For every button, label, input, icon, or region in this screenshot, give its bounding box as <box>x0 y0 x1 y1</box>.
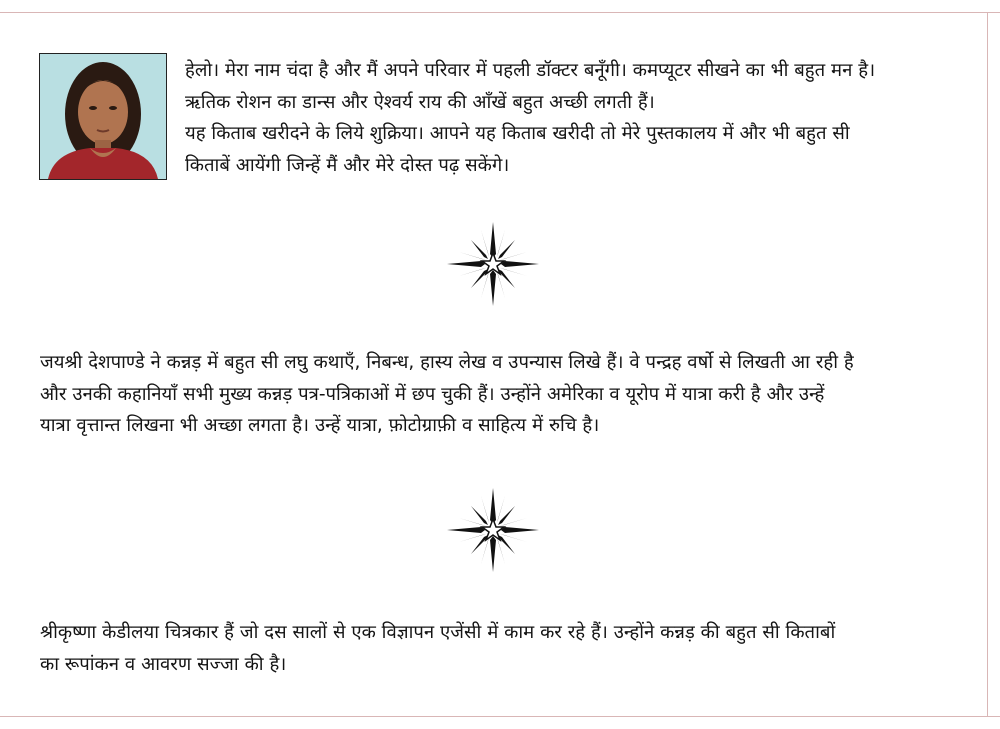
top-border-rule <box>0 12 1000 13</box>
right-border-rule <box>987 12 988 717</box>
author-bio-line: यात्रा वृत्तान्त लिखना भी अच्छा लगता है। उन्हें यात्रा, फ़ोटोग्राफ़ी व साहित्य में रुचि है। <box>40 415 600 436</box>
intro-paragraph <box>185 55 875 181</box>
intro-line: हेलो। मेरा नाम चंदा है और मैं अपने परिवार में पहली डॉक्टर बनूँगी। कमप्यूटर सीखने का भी बहुत मन है। <box>185 60 876 81</box>
portrait-photo <box>39 53 167 180</box>
author-bio-line: और उनकी कहानियाँ सभी मुख्य कन्नड़ पत्र-पत्रिकाओं में छप चुकी हैं। उन्होंने अमेरिका व यूरोप में यात्रा करी है और उन्हें <box>40 383 825 405</box>
star-burst-ornament-icon <box>446 220 540 312</box>
author-bio-line: जयश्री देशपाण्डे ने कन्नड़ में बहुत सी लघु कथाएँ, निबन्ध, हास्य लेख व उपन्यास लिखे हैं। वे पन्द्रह वर्षो से लिखती आ रही है <box>40 352 854 373</box>
bottom-border-rule <box>0 716 1000 717</box>
star-burst-ornament-icon <box>446 486 540 578</box>
illustrator-bio-line: श्रीकृष्णा केडीलया चित्रकार हैं जो दस सालों से एक विज्ञापन एजेंसी में काम कर रहे हैं। उन्होंने कन्नड़ की बहुत सी किताबों <box>40 622 836 643</box>
intro-line: यह किताब खरीदने के लिये शुक्रिया। आपने यह किताब खरीदी तो मेरे पुस्तकालय में और भी बहुत सी <box>185 123 850 144</box>
author-bio-paragraph <box>40 347 854 442</box>
illustrator-bio-line: का रूपांकन व आवरण सज्जा की है। <box>40 653 287 675</box>
illustrator-bio-paragraph <box>40 617 835 680</box>
intro-line: ऋतिक रोशन का डान्स और ऐश्वर्य राय की आँखें बहुत अच्छी लगती हैं। <box>185 91 655 113</box>
intro-line: किताबें आयेंगी जिन्हें मैं और मेरे दोस्त पढ़ सकेंगे। <box>185 154 510 176</box>
